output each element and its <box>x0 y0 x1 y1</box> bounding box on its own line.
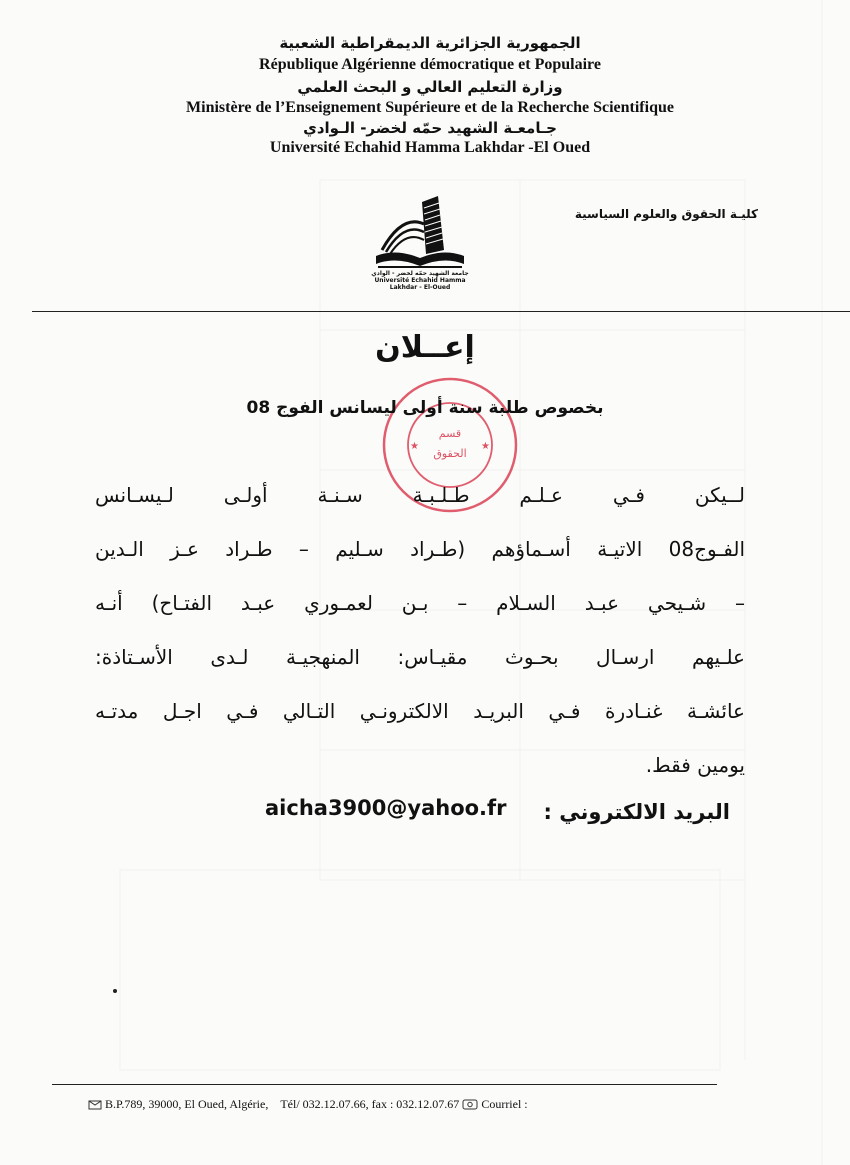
announcement-title: إعــلان <box>375 330 475 365</box>
body-line: عائشـة غنـادرة فـي البريـد الالكترونـي التـالي فـي اجـل مدتـه <box>95 699 745 723</box>
header-university-fr: Université Echahid Hamma Lakhdar -El Oued <box>269 139 591 156</box>
body-line: – شـيحي عبـد السـلام – بـن لعمـوري عبـد الفتـاح) أنـه <box>95 591 745 615</box>
footer <box>88 1096 788 1112</box>
footer-tel: Tél/ 032.12.07.66, fax : 032.12.07.67 <box>280 1096 460 1111</box>
email-label: البريد الالكتروني : <box>543 800 730 824</box>
faculty-name: كليـة الحقوق والعلوم السياسية <box>574 207 758 221</box>
logo-caption <box>360 270 480 291</box>
svg-text:★: ★ <box>410 441 419 452</box>
announcement-subtitle: بخصوص طلبة سنة أولى ليسانس الفوج 08 <box>246 398 604 418</box>
body-line: لــيكن فـي عـلـم طـلـبـة سـنـة أولـى لـيسـانس <box>95 483 745 507</box>
footer-courriel: Courriel : <box>481 1096 528 1111</box>
footer-address: B.P.789, 39000, El Oued, Algérie, <box>105 1096 269 1111</box>
body-line: الفـوج08 الاتيـة أسـماؤهم (طـراد سـليم – طـراد عـز الـدين <box>95 537 745 561</box>
body-line: علـيهم ارسـال بحـوث مقيـاس: المنهجيـة لـدى الأسـتاذة: <box>95 645 745 669</box>
header-republic-ar: الجمهورية الجزائرية الديمقراطية الشعبية <box>279 34 581 52</box>
stamp-text-2: الحقوق <box>433 447 467 460</box>
header-ministry-fr: Ministère de l’Enseignement Supérieure et de la Recherche Scientifique <box>186 99 674 116</box>
footer-divider <box>52 1084 717 1085</box>
announcement-body <box>95 468 745 792</box>
body-line: يومين فقط. <box>645 753 745 777</box>
header-ministry-ar: وزارة التعليم العالي و البحث العلمي <box>297 78 563 96</box>
stray-mark <box>113 989 117 993</box>
header-university-ar: جـامعـة الشهيد حمّه لخضر- الـوادي <box>303 119 557 137</box>
phone-icon <box>462 1098 478 1110</box>
header-divider <box>32 311 850 312</box>
header-republic-fr: République Algérienne démocratique et Populaire <box>259 56 601 73</box>
email-link[interactable]: aicha3900@yahoo.fr <box>265 796 507 820</box>
svg-text:★: ★ <box>481 441 490 452</box>
logo-caption-ar: جامعة الشهيد حمّه لخضر - الوادي <box>371 270 469 277</box>
logo-caption-fr: Université Echahid Hamma Lakhdar - El-Oued <box>374 277 466 291</box>
stamp-text-1: قسم <box>438 427 462 440</box>
mailbox-icon <box>88 1098 102 1110</box>
